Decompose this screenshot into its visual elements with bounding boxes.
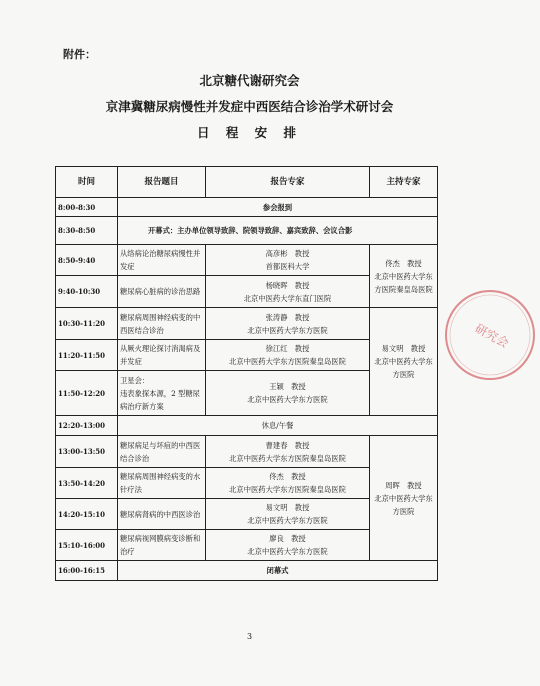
topic-cell: 糖尿病肾病的中西医诊治 (118, 499, 206, 530)
speaker-affiliation: 北京中医药大学东方医院 (247, 547, 328, 556)
speaker-cell (206, 468, 370, 499)
speaker-affiliation: 首都医科大学 (265, 262, 310, 271)
time-cell: 12:20-13:00 (56, 416, 118, 436)
speaker-affiliation: 北京中医药大学东方医院秦皇岛医院 (229, 453, 346, 463)
speaker-name: 易文明 教授 (265, 503, 310, 512)
session-cell: 休息/午餐 (118, 416, 438, 436)
time-cell: 8:50-9:40 (56, 245, 118, 276)
page-number: 3 (246, 632, 253, 641)
topic-cell: 糖尿病周围神经病变的中西医结合诊治 (118, 308, 206, 340)
time-cell: 14:20-15:10 (56, 499, 118, 530)
host-cell: 佟杰 教授 北京中医药大学东方医院秦皇岛医院 (370, 245, 438, 308)
table-row (56, 416, 438, 436)
speaker-name: 高彦彬 教授 (265, 249, 310, 258)
header-topic: 报告题目 (118, 167, 206, 198)
topic-cell: 卫星会： 违表象探本源，2 型糖尿病治疗新方案 (118, 371, 206, 416)
speaker-name: 王颖 教授 (269, 382, 306, 391)
host-cell: 周晖 教授 北京中医药大学东方医院 (370, 436, 438, 561)
speaker-cell (206, 436, 370, 468)
time-cell: 16:00-16:15 (56, 561, 118, 581)
session-cell: 参会报到 (118, 198, 438, 217)
table-row (56, 217, 438, 245)
event-title: 京津冀糖尿病慢性并发症中西医结合诊治学术研讨会 (105, 99, 394, 114)
speaker-affiliation: 北京中医药大学东方医院 (247, 516, 328, 525)
speaker-name: 廖良 教授 (269, 534, 306, 543)
time-cell: 8:00-8:30 (56, 198, 118, 217)
speaker-cell (206, 530, 370, 561)
speaker-cell (206, 340, 370, 371)
speaker-cell (206, 276, 370, 308)
topic-cell: 糖尿病足与坏疽的中西医结合诊治 (118, 436, 206, 468)
speaker-affiliation: 北京中医药大学东方医院 (247, 395, 328, 404)
table-row (56, 561, 438, 581)
table-row (56, 198, 438, 217)
time-cell: 13:50-14:20 (56, 468, 118, 499)
table-row (56, 308, 438, 340)
time-cell: 9:40-10:30 (56, 276, 118, 308)
time-cell: 11:20-11:50 (56, 340, 118, 371)
seal-stamp (440, 285, 540, 385)
speaker-affiliation: 北京中医药大学东方医院 (247, 325, 328, 335)
table-row (56, 436, 438, 468)
header-time: 时间 (56, 167, 118, 198)
speaker-name: 佟杰 教授 (269, 472, 306, 481)
time-cell: 15:10-16:00 (56, 530, 118, 561)
schedule-table (55, 166, 438, 581)
topic-cell: 糖尿病视网膜病变诊断和治疗 (118, 530, 206, 561)
topic-cell: 糖尿病周围神经病变的水针疗法 (118, 468, 206, 499)
speaker-cell (206, 245, 370, 276)
speaker-name: 曹建春 教授 (265, 440, 310, 450)
session-cell: 开幕式：主办单位领导致辞、院领导致辞、嘉宾致辞、会议合影 (118, 217, 438, 245)
speaker-cell (206, 371, 370, 416)
speaker-name: 张涛静 教授 (265, 312, 310, 322)
schedule-title: 日 程 安 排 (196, 125, 303, 140)
seal-text: 研究会 (472, 321, 511, 351)
speaker-name: 杨晓晖 教授 (265, 280, 310, 290)
speaker-affiliation: 北京中医药大学东直门医院 (243, 293, 332, 303)
speaker-name: 徐江红 教授 (265, 344, 310, 353)
time-cell: 13:00-13:50 (56, 436, 118, 468)
topic-cell: 糖尿病心脏病的诊治思路 (118, 276, 206, 308)
table-header-row (56, 167, 438, 198)
topic-cell: 从厥火理论探讨消渴病及并发症 (118, 340, 206, 371)
host-cell: 易文明 教授 北京中医药大学东方医院 (370, 308, 438, 416)
organization-title: 北京糖代谢研究会 (199, 73, 300, 88)
speaker-affiliation: 北京中医药大学东方医院秦皇岛医院 (229, 485, 346, 494)
header-host: 主持专家 (370, 167, 438, 198)
table-row (56, 245, 438, 276)
speaker-affiliation: 北京中医药大学东方医院秦皇岛医院 (229, 357, 346, 366)
speaker-cell (206, 308, 370, 340)
time-cell: 11:50-12:20 (56, 371, 118, 416)
topic-cell: 从络病论治糖尿病慢性并发症 (118, 245, 206, 276)
speaker-cell (206, 499, 370, 530)
time-cell: 8:30-8:50 (56, 217, 118, 245)
time-cell: 10:30-11:20 (56, 308, 118, 340)
attachment-label: 附件： (63, 48, 96, 61)
session-cell: 闭幕式 (118, 561, 438, 581)
header-speaker: 报告专家 (206, 167, 370, 198)
